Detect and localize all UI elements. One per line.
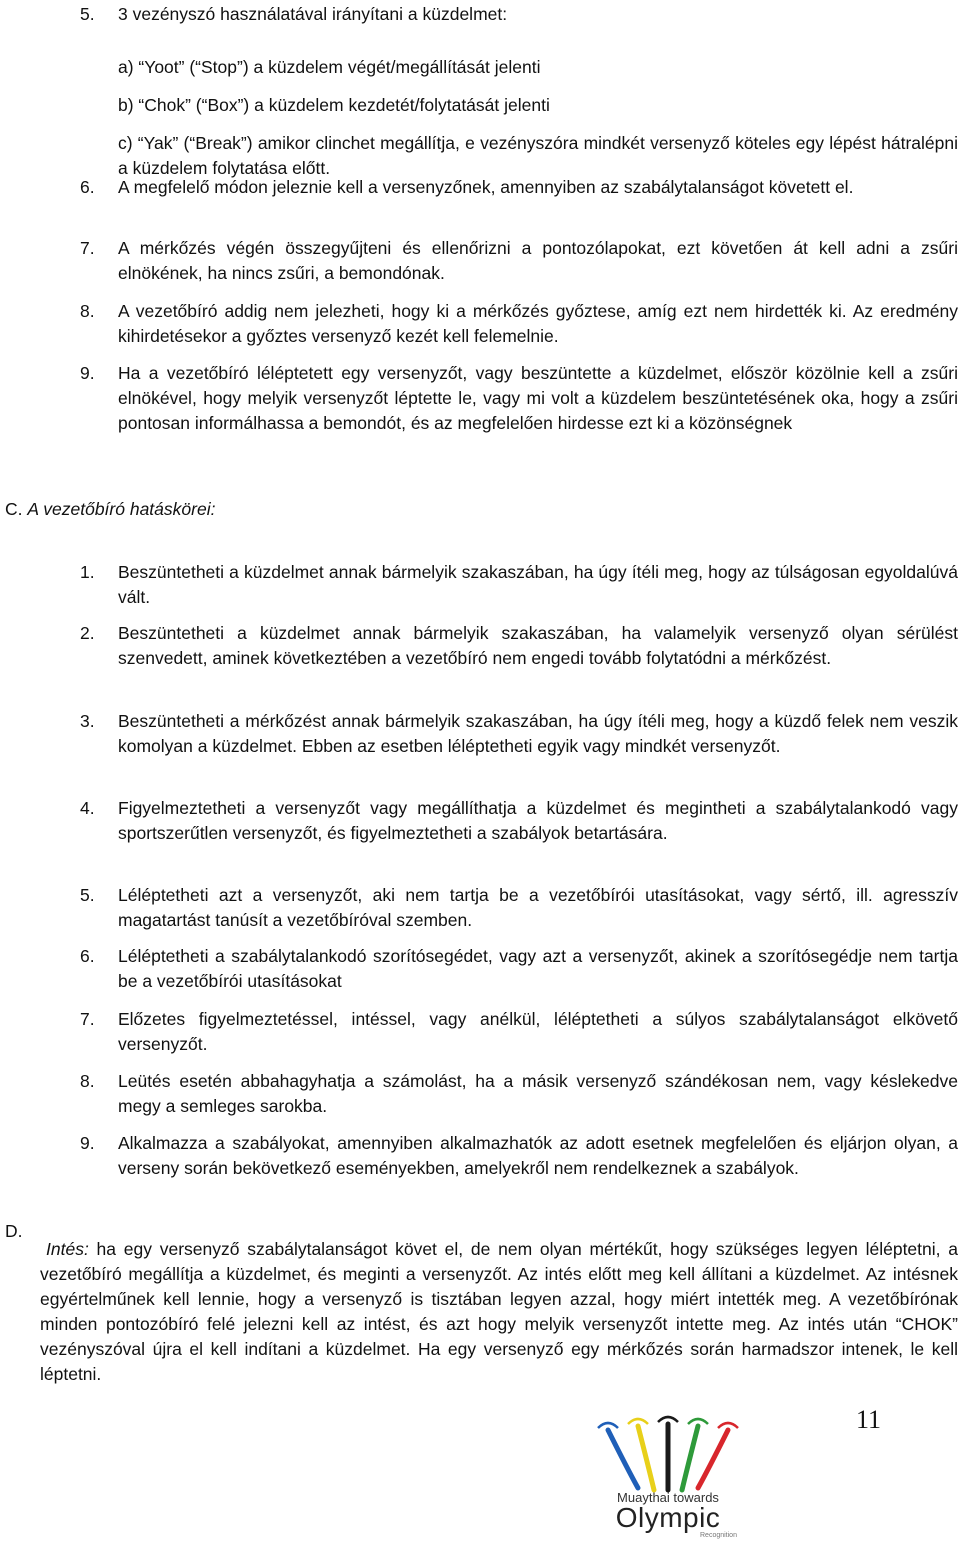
item-number: 7. [80, 1009, 95, 1029]
item-number: 9. [80, 1133, 95, 1153]
item-number: 7. [80, 238, 95, 258]
section-letter: D. [5, 1221, 23, 1241]
list-item: Beszüntetheti a mérkőzést annak bármelyik szakaszában, ha úgy ítéli meg, hogy a küzdő felek nem veszik komolyan a küzdelmet. Ebben az esetben léléptetheti egyik vagy mindkét versenyzőt. [118, 711, 958, 756]
list-item: A mérkőzés végén összegyűjteni és ellenőrizni a pontozólapokat, ezt követően át kell adni a zsűri elnökének, ha nincs zsűri, a bemondónak. [118, 238, 958, 283]
section-letter: C. [5, 499, 23, 519]
item-number: 3. [80, 711, 95, 731]
item-number: 8. [80, 1071, 95, 1091]
list-item: Léléptetheti a szabálytalankodó szorítósegédet, vagy azt a versenyzőt, akinek a szorítósegédje nem tartja be a vezetőbírói utasításokat [118, 946, 958, 991]
list-item: Léléptetheti azt a versenyzőt, aki nem tartja be a vezetőbírói utasításokat, vagy sértő, ill. agresszív magatartást tanúsít a vezetőbíróval szemben. [118, 885, 958, 930]
section-c-heading [5, 497, 215, 522]
logo-line-1: Muaythai towards [617, 1490, 719, 1505]
list-item: Beszüntetheti a küzdelmet annak bármelyik szakaszában, ha úgy ítéli meg, hogy az túlságosan egyoldalúvá vált. [118, 562, 958, 607]
list-item: Beszüntetheti a küzdelmet annak bármelyik szakaszában, ha valamelyik versenyző olyan sérülést szenvedett, aminek következtében a vezetőbíró nem engedi tovább folytatódni a mérkőzést. [118, 623, 958, 668]
intes-text: ha egy versenyző szabálytalanságot követ el, de nem olyan mértékűt, hogy szükséges legyen léléptetni, a vezetőbíró megállítja a küzdelmet, és meginti a versenyzőt. Az intés előtt meg kell állítani a küzdelmet. Az intésnek egyértelműnek kell lennie, hogy a versenyző is tisztában legyen azzal, hogy miért intették meg. A vezetőbírónak minden pontozóbíró felé jelezni kell az intést, és azt hogy melyik versenyzőt intette meg. Az intés után “CHOK” vezényszóval újra el kell indítani a küzdelmet. Ha egy versenyző egy mérkőzés során harmadszor intenek, le kell léptetni. [40, 1238, 958, 1384]
item-number: 5. [80, 885, 95, 905]
item-number: 4. [80, 798, 95, 818]
list-item: Figyelmeztetheti a versenyzőt vagy megállíthatja a küzdelmet és megintheti a szabálytalankodó vagy sportszerűtlen versenyzőt, és figyelmeztetheti a szabályok betartására. [118, 798, 958, 843]
command-chok: b) “Chok” (“Box”) a küzdelem kezdetét/folytatását jelenti [118, 94, 550, 115]
item-number: 6. [80, 177, 95, 197]
item-number: 6. [80, 946, 95, 966]
page-number: 11 [856, 1405, 882, 1434]
intes-label: Intés: [46, 1238, 89, 1259]
list-item: A vezetőbíró addig nem jelezheti, hogy ki a mérkőzés győztese, amíg ezt nem hirdették ki. Az eredmény kihirdetésekor a győztes versenyző kezét kell felemelnie. [118, 301, 958, 346]
item-number: 5. [80, 4, 95, 24]
logo-line-2: Olympic [615, 1502, 721, 1533]
command-yak: c) “Yak” (“Break”) amikor clinchet megállítja, e vezényszóra mindkét versenyző köteles egy lépést hátralépni a küzdelem folytatása előtt. [118, 132, 958, 178]
command-yoot: a) “Yoot” (“Stop”) a küzdelem végét/megállítását jelenti [118, 56, 541, 77]
list-item: Alkalmazza a szabályokat, amennyiben alkalmazhatók az adott esetnek megfelelően és eljárjon olyan, a verseny során bekövetkező eseményekben, amelyekről nem rendelkeznek a szabályok. [118, 1133, 958, 1178]
list-item: A megfelelő módon jeleznie kell a versenyzőnek, amennyiben az szabálytalanságot követett el. [118, 177, 854, 197]
list-item: Leütés esetén abbahagyhatja a számolást, ha a másik versenyző szándékosan nem, vagy késlekedve megy a semleges sarokba. [118, 1071, 958, 1116]
item-number: 8. [80, 301, 95, 321]
item-number: 1. [80, 562, 95, 582]
section-d-paragraph [40, 1237, 958, 1387]
item-number: 2. [80, 623, 95, 643]
logo-line-3: Recognition [700, 1532, 737, 1539]
list-item: Előzetes figyelmeztetéssel, intéssel, vagy anélkül, léléptetheti a súlyos szabálytalanságot elkövető versenyzőt. [118, 1009, 958, 1054]
list-item: Ha a vezetőbíró léléptetett egy versenyzőt, vagy beszüntette a küzdelmet, először közölnie kell a zsűri elnökével, hogy melyik versenyzőt léptette le, vagy mi volt a küzdelem beszüntetésének oka, hogy a zsűri pontosan informálhassa a bemondót, és az megfelelően hirdesse ezt ki a közönségnek [118, 363, 958, 433]
section-title: A vezetőbíró hatáskörei: [27, 499, 216, 519]
item-number: 9. [80, 363, 95, 383]
list-item: 3 vezényszó használatával irányítani a küzdelmet: [118, 4, 508, 24]
